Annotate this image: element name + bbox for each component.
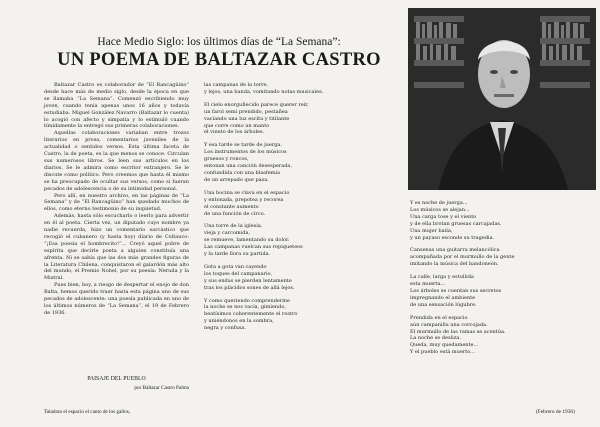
col2-paragraph: Y como queriendo comprenderme la noche se nos vacía, gimiendo, beatísimos coherentemente el rostro y uniéndonos en la sombra, negra y confusa. [204, 297, 298, 332]
article-kicker: Hace Medio Siglo: los últimos días de “La Semana”: [97, 36, 341, 48]
col2-paragraph: Una torre de la iglesia, vieja y carcomida, se remueve, lamentando su dolor. Las campanas vuelcan sus repiqueteos y la tarde llora su partida. [204, 223, 303, 258]
col2-paragraph: las campanas de la torre, y lejos, una banda, vomitando notas musicales. [204, 82, 324, 95]
col2-paragraph: Una bocina se clava en el espacio y entonada, prepotea y recorea el constante aumento de una función de circo. [204, 189, 290, 217]
col2-paragraph: El cielo enorgullecido parece querer reír, un farol semi prendido, pestañea vaciando una luz escita y titilante que corre como un manto el viento de los árboles. [204, 101, 309, 136]
portrait-photo-icon [408, 8, 596, 190]
col1-paragraph: Baltazar Castro es colaborador de “El Rancagüino” desde hace más de medio siglo, desde la época en que se llamaba “La Semana”. Comenzó escribiendo muy joven, cuando tenía apenas unos 16 años y todavía estudiaba. Miguel González Navarro (Baltazar lo cuenta) lo acogió con afecto y simpatía y lo estimuló cuando tímidamente la entregó sus primeras colaboraciones. [44, 82, 189, 130]
col1-paragraph: Además, hasta sólo escucharlo o leerlo para advertir en él al poeta. Cierta vez, un diputado cuyo nombre ya nadie recuerda, hizo un comentario sarcástico que recogió el cubanero (y hasta hoy) diario de Coltauco: “¡Esa poesía el hombrecito!”... Creyó aquel pobre de espíritu que decirle poeta a alguien constituía una afrenta. Ni se sabía que las dos más grandes figuras de la Literatura Chilena, conquistaron el galardón más alto del mundo, el Premio Nobel, por su poesía: Neruda y la Mistral. [44, 213, 189, 282]
poem-title: PAISAJE DEL PUEBLO [87, 376, 146, 382]
poem-author: por Baltazar Castro Palma [134, 385, 189, 391]
portrait-photo [408, 8, 596, 190]
col1-paragraph: Pues bien, hoy, a riesgo de despertar el enojo de don Balta, hemos querido traer hasta esta página uno de sus pecados de adolescente: una poesía publicada en uno de los últimos números de “La Semana”, el 19 de Febrero de 1936. [44, 282, 189, 316]
col2-paragraph: Y esa tarde se tarde de juerga. Los instrumentos de los músicos gruesos y roncos, entonan una canción desesperada, confundida con una blasfemia de un arrepado que pasa. [204, 142, 292, 183]
col3-paragraph: Cansenas una guitarra melancólica acompañada por el murmullo de la gente imitando la música del bandoneón. [410, 247, 515, 268]
col1-paragraph: Aquellas colaboraciones variaban entre trozos literarios en prosa, comentarios juveniles de la actualidad o sentidos versos. Esta última faceta de Castro, la de poeta, es la que menos se conoce. Circulan sus numerosos libros. Se leen sus artículos en los diarios. Se le admira como escritor extranjero. Se le discute como político. Pero creemos que hasta él mismo se ha preocupado de ocultar sus versos, como si fueran pecados de adolescencia o de su intimidad personal. [44, 130, 189, 192]
poem-dateline: (Febrero de 1936) [536, 409, 575, 415]
stanza-gap [410, 356, 590, 362]
stanza-gap [204, 332, 354, 338]
poem-column-3 [410, 200, 590, 362]
poem-column-2 [204, 82, 354, 338]
col2-paragraph: Gota a gota van cayendo los toques del campanario, y sus endas se pierden lentamente tras los plácidos sones de allá lejos. [204, 263, 295, 291]
col3-paragraph: Prendida en el espacio aún campanilla una corcojada. El murmullo de las ramas se acentúa. La noche se desliza. Queda, muy quedamente... Y el pueblo está muerto... [410, 314, 506, 356]
article-headline: UN POEMA DE BALTAZAR CASTRO [57, 50, 381, 70]
article-column-1 [44, 82, 189, 317]
col3-paragraph: La calle, larga y estullida esta muerta... Los árboles se cuentan sus secretos impregnando el ambiente de una sensación lúgubre. [410, 274, 502, 308]
poem-first-line: Taladran el espacio el canto de los gallos, [44, 409, 131, 415]
col3-paragraph: Y es noche de juerga... Los músicos se alejan... Una carga tose y el viento y de ella brotan gruesas carcajadas. Una mujer baila, y un payaso esconde su tragedia. [410, 200, 502, 241]
col1-paragraph: Pero allí, en nuestro archivo, en las páginas de “La Semana” y de “El Rancagüino” han quedado muchos de ellos, como eterno testimonio de su inquietud. [44, 192, 189, 213]
